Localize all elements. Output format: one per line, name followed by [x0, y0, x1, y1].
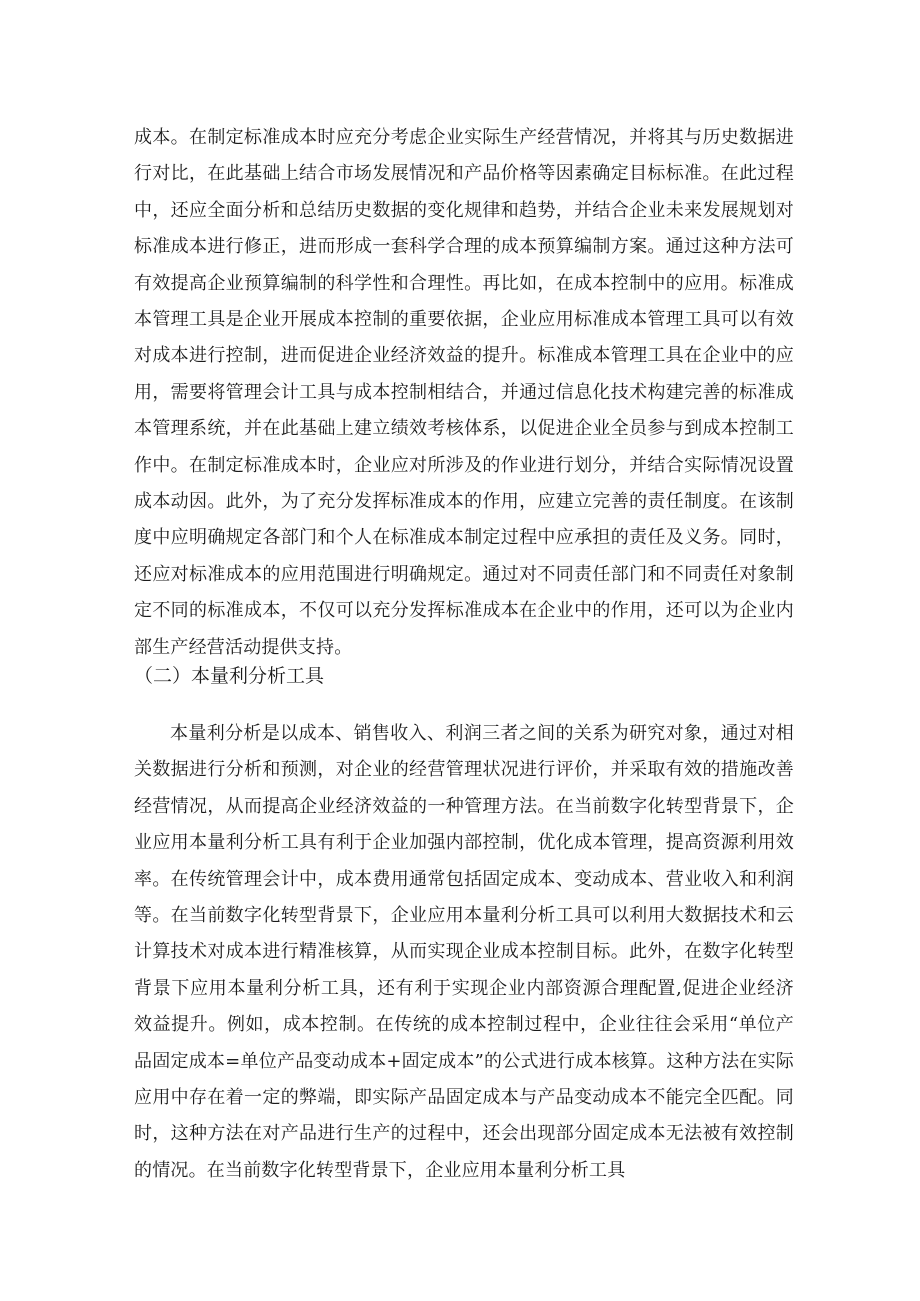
section-heading: （二）本量利分析工具: [134, 665, 325, 687]
body-paragraph-1: 成本。在制定标准成本时应充分考虑企业实际生产经营情况，并将其与历史数据进行对比，在此基础上结合市场发展情况和产品价格等因素确定目标标准。在此过程中，还应全面分析和总结历史数据的变化规律和趋势，并结合企业未来发展规划对标准成本进行修正，进而形成一套科学合理的成本预算编制方案。通过这种方法可有效提高企业预算编制的科学性和合理性。再比如，在成本控制中的应用。标准成本管理工具是企业开展成本控制的重要依据，企业应用标准成本管理工具可以有效对成本进行控制，进而促进企业经济效益的提升。标准成本管理工具在企业中的应用，需要将管理会计工具与成本控制相结合，并通过信息化技术构建完善的标准成本管理系统，并在此基础上建立绩效考核体系，以促进企业全员参与到成本控制工作中。在制定标准成本时，企业应对所涉及的作业进行划分，并结合实际情况设置成本动因。此外，为了充分发挥标准成本的作用，应建立完善的责任制度。在该制度中应明确规定各部门和个人在标准成本制定过程中应承担的责任及义务。同时，还应对标准成本的应用范围进行明确规定。通过对不同责任部门和不同责任对象制定不同的标准成本，不仅可以充分发挥标准成本在企业中的作用，还可以为企业内部生产经营活动提供支持。: [134, 127, 794, 658]
body-paragraph-2: 本量利分析是以成本、销售收入、利润三者之间的关系为研究对象，通过对相关数据进行分析和预测，对企业的经营管理状况进行评价，并采取有效的措施改善经营情况，从而提高企业经济效益的一种管理方法。在当前数字化转型背景下，企业应用本量利分析工具有利于企业加强内部控制，优化成本管理，提高资源利用效率。在传统管理会计中，成本费用通常包括固定成本、变动成本、营业收入和利润等。在当前数字化转型背景下，企业应用本量利分析工具可以利用大数据技术和云计算技术对成本进行精准核算，从而实现企业成本控制目标。此外，在数字化转型背景下应用本量利分析工具，还有利于实现企业内部资源合理配置,促进企业经济效益提升。例如，成本控制。在传统的成本控制过程中，企业往往会采用“单位产品固定成本=单位产品变动成本+固定成本”的公式进行成本核算。这种方法在实际应用中存在着一定的弊端，即实际产品固定成本与产品变动成本不能完全匹配。同时，这种方法在对产品进行生产的过程中，还会出现部分固定成本无法被有效控制的情况。在当前数字化转型背景下，企业应用本量利分析工具: [134, 723, 794, 1181]
